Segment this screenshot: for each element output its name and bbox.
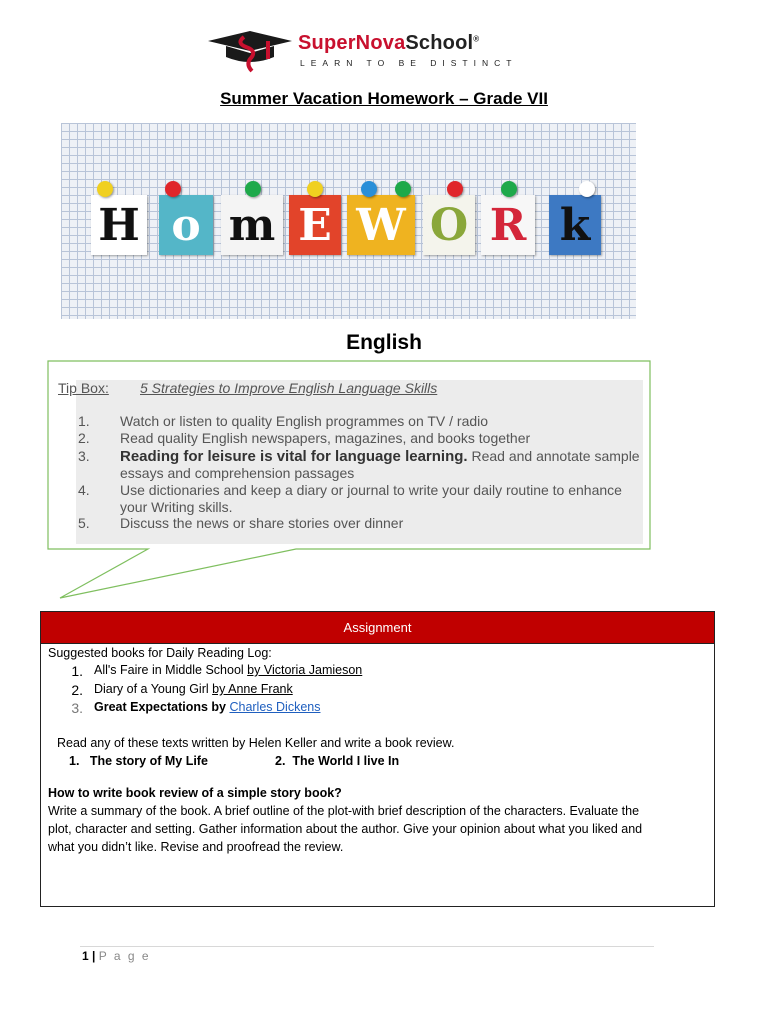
white-pin-icon [579,181,595,197]
banner-letter: O [423,195,475,255]
keller-book-1: 1. The story of My Life [69,754,208,768]
homework-banner-image [61,123,636,319]
blue-pin-icon [361,181,377,197]
keller-intro: Read any of these texts written by Helen Keller and write a book review. [57,736,455,750]
page-number: 1 [82,949,89,963]
yellow-pin-icon [307,181,323,197]
banner-letter: R [481,195,535,255]
school-tagline: LEARN TO BE DISTINCT [300,58,518,68]
page-title: Summer Vacation Homework – Grade VII [220,89,548,108]
footer-divider [80,946,654,947]
banner-letter: W [347,195,415,255]
green-pin-icon [501,181,517,197]
banner-letter: k [549,195,601,255]
tip-box-subtitle: 5 Strategies to Improve English Language Skills [140,380,438,396]
green-pin-icon [395,181,411,197]
section-heading: English [346,331,422,354]
school-logo [206,27,536,75]
school-name: SuperNovaSchool® [298,32,480,54]
assignment-header: Assignment [41,612,714,644]
green-pin-icon [245,181,261,197]
supernova-logo-mark-icon [206,27,296,75]
tip-box-header [58,380,438,396]
tip-box-label: Tip Box: [58,380,109,396]
red-pin-icon [165,181,181,197]
page-footer: 1 | P a g e [82,949,151,963]
keller-book-2: 2. The World I live In [275,754,400,768]
page-label: P a g e [98,949,151,963]
banner-letter: m [221,195,283,255]
banner-letter: H [91,195,147,255]
howto-text-line: plot, character and setting. Gather information about the author. Give your opinion about what you liked and [48,822,643,836]
howto-heading: How to write book review of a simple story book? [48,786,342,800]
howto-text-line: Write a summary of the book. A brief outline of the plot-with brief description of the characters. Evaluate the [48,804,640,818]
banner-letter: o [159,195,213,255]
banner-letter: E [289,195,341,255]
red-pin-icon [447,181,463,197]
assignment-table: Assignment Suggested books for Daily Reading Log: 1. All's Faire in Middle School by Victoria Jamieson 2. Diary of a Young Girl by Anne Frank 3. Great Expectations by Charles Dickens Read any of these texts written by Helen Keller and write a book review. 1. The story of My Life 2. The World I live In How to write book review of a simple story book? Write a summary of the book. A brief outline of the plot-with brief description of the characters. Evaluate the plot, character and setting. Gather information about the author. Give your opinion about what you liked and what you didn’t like. Revise and proofread the review. [40,611,715,907]
howto-text-line: what you didn’t like. Revise and proofread the review. [48,840,344,854]
books-intro: Suggested books for Daily Reading Log: [48,646,272,660]
red-pin-icon [97,181,113,197]
charles-dickens-link[interactable]: Charles Dickens [229,700,321,714]
